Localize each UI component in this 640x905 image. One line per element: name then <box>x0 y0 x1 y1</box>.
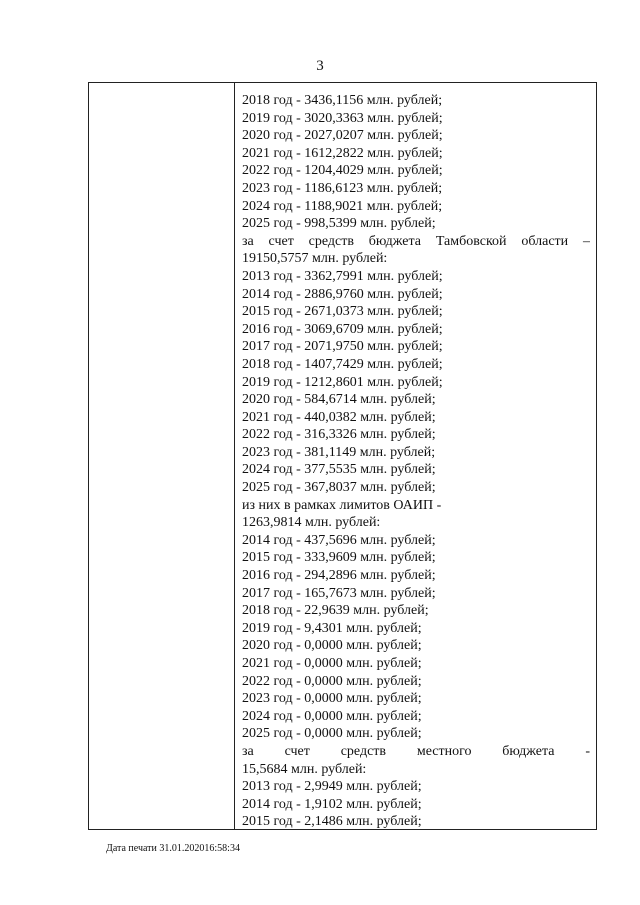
funding-line: 2015 год - 2,1486 млн. рублей; <box>242 814 422 830</box>
funding-line: 2023 год - 381,1149 млн. рублей; <box>242 444 436 460</box>
funding-line: 2013 год - 3362,7991 млн. рублей; <box>242 268 443 284</box>
funding-line: из них в рамках лимитов ОАИП - <box>242 497 442 513</box>
funding-line: 2013 год - 2,9949 млн. рублей; <box>242 779 422 795</box>
funding-line: 2022 год - 316,3326 млн. рублей; <box>242 427 436 443</box>
funding-line: 2019 год - 1212,8601 млн. рублей; <box>242 374 443 390</box>
funding-line: 2014 год - 1,9102 млн. рублей; <box>242 796 422 812</box>
funding-line: 2019 год - 9,4301 млн. рублей; <box>242 620 422 636</box>
table-left-cell <box>89 83 235 829</box>
funding-line: 2019 год - 3020,3363 млн. рублей; <box>242 110 443 126</box>
funding-line: 2025 год - 367,8037 млн. рублей; <box>242 480 436 496</box>
funding-line: 1263,9814 млн. рублей: <box>242 515 381 531</box>
funding-line: 2015 год - 333,9609 млн. рублей; <box>242 550 436 566</box>
funding-line: 19150,5757 млн. рублей: <box>242 251 388 267</box>
funding-line: 2023 год - 0,0000 млн. рублей; <box>242 691 422 707</box>
funding-line: 2014 год - 2886,9760 млн. рублей; <box>242 286 443 302</box>
funding-line: 2021 год - 440,0382 млн. рублей; <box>242 409 436 425</box>
funding-line: 2014 год - 437,5696 млн. рублей; <box>242 532 436 548</box>
funding-line: 2017 год - 165,7673 млн. рублей; <box>242 585 436 601</box>
funding-line: 2017 год - 2071,9750 млн. рублей; <box>242 339 443 355</box>
funding-line: 2020 год - 2027,0207 млн. рублей; <box>242 128 443 144</box>
document-table <box>88 82 597 830</box>
funding-line: 2022 год - 1204,4029 млн. рублей; <box>242 163 443 179</box>
page-number: 3 <box>316 58 324 74</box>
funding-line: 2016 год - 294,2896 млн. рублей; <box>242 568 436 584</box>
funding-line: 15,5684 млн. рублей: <box>242 761 367 777</box>
funding-line: 2016 год - 3069,6709 млн. рублей; <box>242 321 443 337</box>
funding-line: за счет средств бюджета Тамбовской области – <box>242 233 590 249</box>
funding-line: 2025 год - 0,0000 млн. рублей; <box>242 726 422 742</box>
funding-line: 2021 год - 1612,2822 млн. рублей; <box>242 145 443 161</box>
funding-line: 2020 год - 584,6714 млн. рублей; <box>242 392 436 408</box>
funding-line: 2024 год - 377,5535 млн. рублей; <box>242 462 436 478</box>
funding-line: 2018 год - 22,9639 млн. рублей; <box>242 603 429 619</box>
funding-line: 2024 год - 1188,9021 млн. рублей; <box>242 198 443 214</box>
funding-line: 2020 год - 0,0000 млн. рублей; <box>242 638 422 654</box>
funding-line: за счет средств местного бюджета - <box>242 743 590 759</box>
table-right-cell <box>242 92 590 831</box>
funding-line: 2018 год - 1407,7429 млн. рублей; <box>242 356 443 372</box>
funding-line: 2024 год - 0,0000 млн. рублей; <box>242 708 422 724</box>
funding-line: 2022 год - 0,0000 млн. рублей; <box>242 673 422 689</box>
funding-line: 2015 год - 2671,0373 млн. рублей; <box>242 304 443 320</box>
funding-line: 2021 год - 0,0000 млн. рублей; <box>242 656 422 671</box>
funding-line: 2025 год - 998,5399 млн. рублей; <box>242 216 436 232</box>
funding-line: 2018 год - 3436,1156 млн. рублей; <box>242 93 443 108</box>
print-date-footer: Дата печати 31.01.202016:58:34 <box>106 843 240 854</box>
funding-line: 2023 год - 1186,6123 млн. рублей; <box>242 180 443 196</box>
